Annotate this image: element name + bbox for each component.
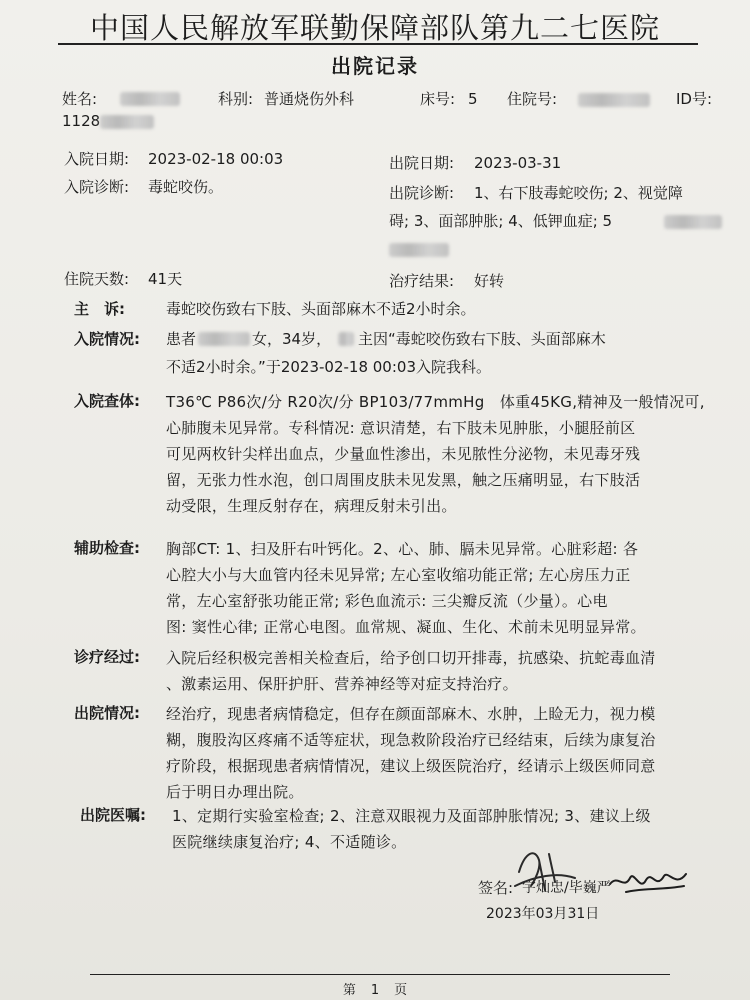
page-prefix: 第 xyxy=(342,983,356,998)
admit-status-line2: 不适2小时余。”于2023-02-18 00:03入院我科。 xyxy=(166,358,491,376)
aux-line: 胸部CT: 1、扫及肝右叶钙化。2、心、肺、膈未见异常。心脏彩超: 各 xyxy=(166,540,639,558)
discharge-date: 2023-03-31 xyxy=(474,154,562,172)
admit-status-label: 入院情况: xyxy=(74,330,140,348)
treatment-result: 好转 xyxy=(474,272,505,290)
name-label: 姓名: xyxy=(62,90,98,108)
admit-status-prefix: 患者 xyxy=(166,330,197,348)
exam-line: 心肺腹未见异常。专科情况: 意识清楚，右下肢未见肿胀，小腿胫前区 xyxy=(166,419,636,437)
admit-diagnosis: 毒蛇咬伤。 xyxy=(148,178,224,196)
admit-date: 2023-02-18 00:03 xyxy=(148,150,284,168)
exam-label: 入院查体: xyxy=(74,392,140,410)
aux-line: 心腔大小与大血管内径未见异常; 左心室收缩功能正常; 左心房压力正 xyxy=(166,566,631,584)
stay-days-label: 住院天数: xyxy=(64,270,130,288)
course-line: 入院后经积极完善相关检查后，给予创口切开排毒，抗感染、抗蛇毒血清 xyxy=(166,649,656,667)
discharge-status-line: 糊，腹股沟区疼痛不适等症状，现急救阶段治疗已经结束，后续为康复治 xyxy=(166,731,656,749)
discharge-diagnosis-label: 出院诊断: xyxy=(389,184,455,202)
page-number xyxy=(0,979,750,998)
course-line: 、激素运用、保肝护肝、营养神经等对症支持治疗。 xyxy=(166,675,518,693)
footer-rule xyxy=(90,974,670,975)
redacted-name xyxy=(120,92,180,106)
signature-date: 2023年03月31日 xyxy=(486,906,600,922)
admit-status-demographics: 女，34岁， xyxy=(252,330,332,348)
complaint-label: 主 诉: xyxy=(74,300,125,318)
discharge-status-line: 后于明日办理出院。 xyxy=(166,783,304,801)
discharge-status-label: 出院情况: xyxy=(74,704,140,722)
orders-line: 1、定期行实验室检查; 2、注意双眼视力及面部肿胀情况; 3、建议上级 xyxy=(172,807,651,825)
stay-days: 41天 xyxy=(148,270,183,288)
signature-names: 宇灿忠/毕巍严 xyxy=(522,880,611,896)
aux-line: 常，左心室舒张功能正常; 彩色血流示: 三尖瓣反流（少量）。心电 xyxy=(166,592,608,610)
handwritten-signature xyxy=(606,862,692,902)
discharge-status-line: 经治疗，现患者病情稳定，但存在颜面部麻木、水肿，上睑无力，视力模 xyxy=(166,705,656,723)
aux-line: 图: 窦性心律; 正常心电图。血常规、凝血、生化、术前未见明显异常。 xyxy=(166,618,646,636)
exam-line: 可见两枚针尖样出血点，少量血性渗出，未见脓性分泌物，未见毒牙残 xyxy=(166,445,641,463)
course-text xyxy=(166,645,656,697)
discharge-diagnosis-line1: 1、右下肢毒蛇咬伤; 2、视觉障 xyxy=(474,184,683,202)
header-rule xyxy=(58,43,698,45)
redacted-small xyxy=(338,332,354,346)
page-suffix: 页 xyxy=(394,983,408,998)
discharge-status-line: 疗阶段，根据现患者病情情况，建议上级医院治疗，经请示上级医师同意 xyxy=(166,757,656,775)
aux-text xyxy=(166,536,646,640)
exam-line: 留，无张力性水泡，创口周围皮肤未见发黑，触之压痛明显，右下肢活 xyxy=(166,471,641,489)
dept-value: 普通烧伤外科 xyxy=(264,90,355,108)
id-value: 1128 xyxy=(62,112,101,130)
bed-label: 床号: xyxy=(420,90,456,108)
complaint-text: 毒蛇咬伤致右下肢、头面部麻木不适2小时余。 xyxy=(166,300,476,318)
redacted-diagnosis-cont xyxy=(389,243,449,257)
course-label: 诊疗经过: xyxy=(74,648,140,666)
discharge-date-label: 出院日期: xyxy=(389,154,455,172)
dept-label: 科别: xyxy=(218,90,254,108)
exam-text xyxy=(166,389,705,519)
aux-label: 辅助检查: xyxy=(74,539,140,557)
admit-date-label: 入院日期: xyxy=(64,150,130,168)
redacted-admission-no xyxy=(578,93,650,107)
id-label: ID号: xyxy=(676,90,713,108)
exam-line: T36℃ P86次/分 R20次/分 BP103/77mmHg 体重45KG,精神及一般情况可, xyxy=(166,393,705,411)
bed-value: 5 xyxy=(468,90,478,108)
page-num-value: 1 xyxy=(370,983,380,998)
redacted-patient-name xyxy=(198,332,250,346)
admission-no-label: 住院号: xyxy=(507,90,558,108)
orders-label: 出院医嘱: xyxy=(80,806,146,824)
discharge-diagnosis-line2: 碍; 3、面部肿胀; 4、低钾血症; 5 xyxy=(389,212,613,230)
redacted-diagnosis xyxy=(664,215,722,229)
discharge-status-text xyxy=(166,701,656,805)
exam-line: 动受限，生理反射存在，病理反射未引出。 xyxy=(166,497,457,515)
orders-line: 医院继续康复治疗; 4、不适随诊。 xyxy=(172,833,407,851)
redacted-id xyxy=(100,115,154,129)
hospital-name: 中国人民解放军联勤保障部队第九二七医院 xyxy=(89,11,660,45)
admit-diagnosis-label: 入院诊断: xyxy=(64,178,130,196)
treatment-result-label: 治疗结果: xyxy=(389,272,455,290)
signature-label: 签名: xyxy=(478,879,514,897)
admit-status-reason: 主因“毒蛇咬伤致右下肢、头面部麻木 xyxy=(358,330,606,348)
document-title: 出院记录 xyxy=(331,54,419,78)
